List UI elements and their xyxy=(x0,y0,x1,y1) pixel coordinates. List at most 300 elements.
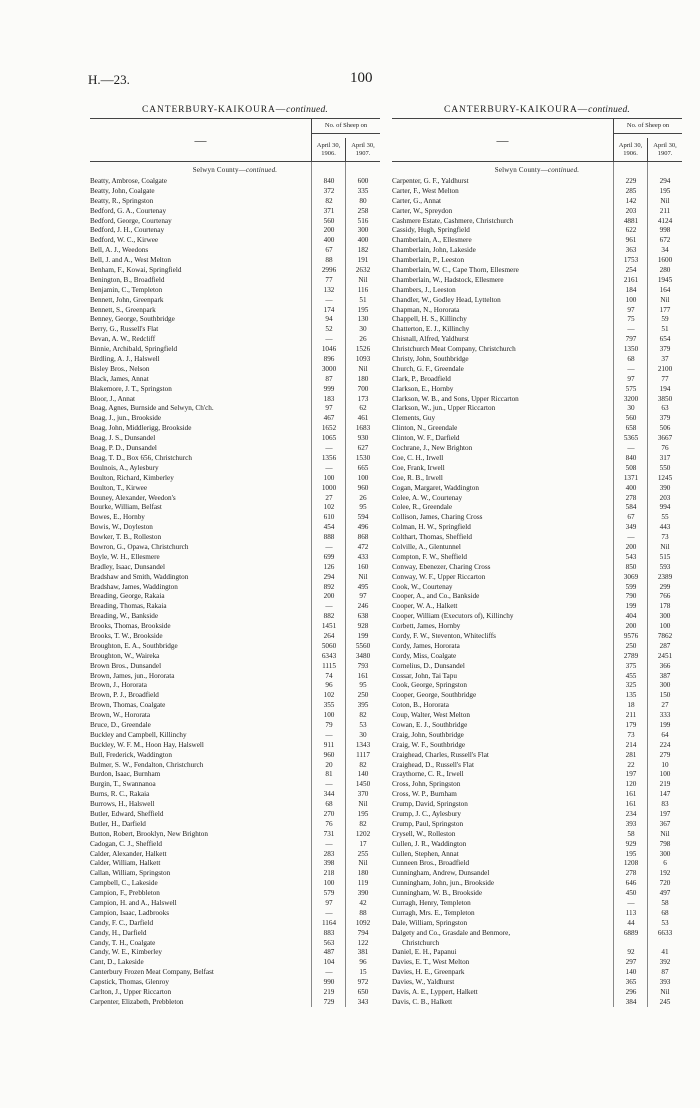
sheep-1906: 203 xyxy=(625,206,637,215)
sheep-1906: 52 xyxy=(325,325,333,334)
table-row xyxy=(90,690,380,700)
owner-name: Cunningham, Andrew, Dunsandel xyxy=(392,869,490,878)
owner-name: Boulnois, A., Aylesbury xyxy=(90,463,159,472)
owner-name: Canterbury Frozen Meat Company, Belfast xyxy=(90,968,214,977)
owner-name: Conway, Ebenezer, Charing Cross xyxy=(392,562,491,571)
sheep-1906: 229 xyxy=(625,177,637,185)
owner-name: Cook, George, Springston xyxy=(392,681,467,690)
table-row xyxy=(392,829,682,839)
owner-name: Cordy, Miss, Coalgate xyxy=(392,651,457,660)
table-row xyxy=(90,819,380,829)
sheep-1906: 161 xyxy=(625,790,637,799)
table-row xyxy=(90,680,380,690)
table-row xyxy=(90,740,380,750)
table-row xyxy=(90,255,380,265)
owner-name: Cunningham, W. B., Brookside xyxy=(392,889,483,898)
table-row xyxy=(392,582,682,592)
sheep-1907: 42 xyxy=(359,899,367,908)
table-row xyxy=(392,255,682,265)
owner-name: Cadogan, C. J., Sheffield xyxy=(90,839,162,848)
sheep-1907: 211 xyxy=(659,206,671,215)
sheep-1906: 140 xyxy=(625,968,637,977)
sheep-1907: 379 xyxy=(659,414,671,423)
table-row xyxy=(392,295,682,305)
table-row xyxy=(90,275,380,285)
owner-name: Bennett, John, Greenpark xyxy=(90,295,164,304)
sheep-1906: — xyxy=(325,335,333,344)
owner-name: Cashmere Estate, Cashmere, Christchurch xyxy=(392,216,514,225)
sheep-1906: 285 xyxy=(625,186,637,195)
sheep-1907: 160 xyxy=(357,562,369,571)
table-row xyxy=(392,562,682,572)
owner-name: Clark, P., Broadfield xyxy=(392,374,451,383)
owner-name: Carter, W., Spreydon xyxy=(392,206,453,215)
owner-name: Davies, E. T., West Melton xyxy=(392,958,470,967)
table-row xyxy=(392,710,682,720)
sheep-1907: 37 xyxy=(661,355,669,364)
sheep-1907: 30 xyxy=(359,325,367,334)
table-row xyxy=(392,779,682,789)
table-row xyxy=(90,700,380,710)
table-row xyxy=(392,809,682,819)
sheep-1906: 104 xyxy=(323,958,335,967)
table-row xyxy=(392,769,682,779)
sheep-1906: 219 xyxy=(323,988,335,997)
owner-name: Bedford, George, Courtenay xyxy=(90,216,172,225)
sheep-1906: 1356 xyxy=(321,453,337,462)
table-row xyxy=(90,938,380,948)
table-row xyxy=(392,997,682,1007)
right-table-body xyxy=(392,162,682,1007)
sheep-1906: 599 xyxy=(625,582,637,591)
sheep-1907: 4124 xyxy=(657,216,673,225)
name-column-header: — xyxy=(392,119,614,161)
table-row xyxy=(90,710,380,720)
table-row xyxy=(90,562,380,572)
owner-name: Bisley Bros., Nelson xyxy=(90,364,150,373)
table-row xyxy=(90,473,380,483)
sheep-1906: 1208 xyxy=(623,859,639,868)
owner-name: Chappell, H. S., Killinchy xyxy=(392,315,467,324)
sheep-1906: 297 xyxy=(625,958,637,967)
sheep-1907: 1343 xyxy=(355,740,371,749)
sheep-1906: 30 xyxy=(627,404,635,413)
sheep-1906: 563 xyxy=(323,938,335,947)
sheep-1906: 211 xyxy=(625,711,637,720)
owner-name: Chandler, W., Godley Head, Lyttelton xyxy=(392,295,501,304)
owner-name: Clements, Guy xyxy=(392,414,436,423)
table-row xyxy=(90,591,380,601)
sheep-1907: 30 xyxy=(359,730,367,739)
table-row xyxy=(90,631,380,641)
table-row xyxy=(90,918,380,928)
table-row xyxy=(392,868,682,878)
sheep-1907: 461 xyxy=(357,414,369,423)
sheep-1906: 2161 xyxy=(623,275,639,284)
sheep-1907: 195 xyxy=(357,305,369,314)
table-row xyxy=(392,631,682,641)
table-row xyxy=(90,374,380,384)
sheep-1907: Nil xyxy=(358,859,368,868)
table-row xyxy=(392,473,682,483)
owner-name: Craythorne, C. R., Irwell xyxy=(392,770,464,779)
sheep-1907: 27 xyxy=(661,701,669,710)
sheep-1907: 194 xyxy=(659,384,671,393)
owner-name: Craighead, Charles, Russell's Flat xyxy=(392,750,489,759)
sheep-1907: 3850 xyxy=(657,394,673,403)
table-row xyxy=(392,552,682,562)
sheep-1907: 3667 xyxy=(657,434,673,443)
owner-name: Bennett, S., Greenpark xyxy=(90,305,156,314)
table-row xyxy=(392,423,682,433)
sheep-1906: 1350 xyxy=(623,345,639,354)
sheep-1906: 1652 xyxy=(321,424,337,433)
owner-name: Burgin, T., Swannanoa xyxy=(90,780,156,789)
table-row xyxy=(90,502,380,512)
sheep-1906: 892 xyxy=(323,582,335,591)
owner-name: Coe, C. H., Irwell xyxy=(392,453,444,462)
sheep-1906: 610 xyxy=(323,513,335,522)
table-row xyxy=(90,967,380,977)
table-row xyxy=(392,285,682,295)
sheep-1906: 250 xyxy=(625,641,637,650)
table-row xyxy=(392,967,682,977)
sheep-1907: 255 xyxy=(357,849,369,858)
sheep-1906: 214 xyxy=(625,740,637,749)
sheep-1907: 720 xyxy=(659,879,671,888)
right-column-title: CANTERBURY-KAIKOURA—continued. xyxy=(444,105,630,115)
sheep-1906: 363 xyxy=(625,246,637,255)
table-row xyxy=(90,206,380,216)
sheep-1907: 798 xyxy=(659,839,671,848)
table-row xyxy=(90,829,380,839)
table-row xyxy=(392,453,682,463)
sheep-1907 xyxy=(648,938,682,948)
table-row xyxy=(90,384,380,394)
owner-name: Benney, George, Southbridge xyxy=(90,315,175,324)
table-row xyxy=(90,552,380,562)
owner-name: Cordy, James, Hororata xyxy=(392,641,460,650)
sheep-1907: 203 xyxy=(659,493,671,502)
sheep-1907: 495 xyxy=(357,582,369,591)
owner-name: Crump, Paul, Springston xyxy=(392,819,464,828)
sheep-1907: 1600 xyxy=(657,256,673,265)
owner-name: Button, Robert, Brooklyn, New Brighton xyxy=(90,829,208,838)
table-row xyxy=(392,740,682,750)
sheep-1907: 95 xyxy=(359,503,367,512)
sheep-1906: 658 xyxy=(625,424,637,433)
table-row xyxy=(90,572,380,582)
table-row xyxy=(90,225,380,235)
sheep-1907: 122 xyxy=(357,938,369,947)
sheep-1906: 97 xyxy=(325,404,333,413)
table-row xyxy=(392,908,682,918)
owner-name: Brown, J., Hororata xyxy=(90,681,147,690)
sheep-1906: 5365 xyxy=(623,434,639,443)
owner-name: Corbett, James, Hornby xyxy=(392,622,461,631)
sheep-1906: 281 xyxy=(625,750,637,759)
sheep-1907: 55 xyxy=(661,513,669,522)
sheep-1906: 58 xyxy=(627,829,635,838)
sheep-1906: 400 xyxy=(323,236,335,245)
owner-name: Calder, Alexander, Halkett xyxy=(90,849,167,858)
table-row xyxy=(90,532,380,542)
sheep-1906: 20 xyxy=(325,760,333,769)
sheep-1906: — xyxy=(627,444,635,453)
owner-name: Craig, W. F., Southbridge xyxy=(392,740,466,749)
owner-name: Boulton, T., Kirwee xyxy=(90,483,148,492)
sheep-1907: 199 xyxy=(659,720,671,729)
table-row xyxy=(90,868,380,878)
sheep-1907: 87 xyxy=(661,968,669,977)
table-row xyxy=(90,661,380,671)
sheep-1906: — xyxy=(325,463,333,472)
table-row xyxy=(90,651,380,661)
sheep-1906: 1164 xyxy=(321,918,337,927)
table-row xyxy=(392,680,682,690)
table-row xyxy=(392,433,682,443)
table-row xyxy=(392,819,682,829)
sheep-1907: 53 xyxy=(661,918,669,927)
owner-name: Cordy, F. W., Steventon, Whitecliffs xyxy=(392,631,496,640)
table-row xyxy=(90,542,380,552)
table-row xyxy=(392,799,682,809)
sheep-1906: 96 xyxy=(325,681,333,690)
sheep-1906: 729 xyxy=(323,997,335,1006)
table-row xyxy=(90,394,380,404)
sheep-1907: 150 xyxy=(659,691,671,700)
table-row xyxy=(90,413,380,423)
sheep-1906: 1451 xyxy=(321,622,337,631)
sheep-1906: 487 xyxy=(323,948,335,957)
sheep-1907: 73 xyxy=(661,533,669,542)
owner-name: Carpenter, Elizabeth, Prebbleton xyxy=(90,997,184,1006)
owner-name: Bowes, E., Hornby xyxy=(90,513,145,522)
sheep-1907: 654 xyxy=(659,335,671,344)
sheep-1906: 3069 xyxy=(623,572,639,581)
sheep-1907: 83 xyxy=(661,800,669,809)
table-row xyxy=(90,641,380,651)
table-row xyxy=(392,443,682,453)
owner-name: Chisnall, Alfred, Yaldhurst xyxy=(392,335,469,344)
sheep-1906: 543 xyxy=(625,552,637,561)
table-row xyxy=(392,661,682,671)
owner-name: Chamberlain, John, Lakeside xyxy=(392,246,476,255)
sheep-1907: 140 xyxy=(357,770,369,779)
owner-name: Bulmer, S. W., Fendalton, Christchurch xyxy=(90,760,204,769)
sheep-1907: 928 xyxy=(357,622,369,631)
sheep-1906: 646 xyxy=(625,879,637,888)
owner-name: Clinton, N., Greendale xyxy=(392,424,458,433)
owner-name: Bowron, G., Opawa, Christchurch xyxy=(90,542,189,551)
sheep-1906: 372 xyxy=(323,186,335,195)
sheep-1907: 1683 xyxy=(355,424,371,433)
table-row xyxy=(90,305,380,315)
sheep-1907: 497 xyxy=(659,889,671,898)
owner-name: Craig, John, Southbridge xyxy=(392,730,464,739)
sheep-1907: 1526 xyxy=(355,345,371,354)
owner-name: Bull, Frederick, Waddington xyxy=(90,750,172,759)
table-row xyxy=(90,957,380,967)
owner-name: Coup, Walter, West Melton xyxy=(392,711,470,720)
owner-name: Crump, David, Springston xyxy=(392,800,468,809)
owner-name: Colman, H. W., Springfield xyxy=(392,523,471,532)
owner-name: Beatty, Ambrose, Coalgate xyxy=(90,177,167,185)
sheep-1906: 113 xyxy=(625,908,637,917)
table-row xyxy=(90,858,380,868)
table-row xyxy=(392,898,682,908)
table-row xyxy=(392,512,682,522)
sheep-1907: 5560 xyxy=(355,641,371,650)
owner-name: Cooper, William (Executors of), Killinchy xyxy=(392,612,514,621)
sheep-1907: 472 xyxy=(357,542,369,551)
sheep-1906: 67 xyxy=(325,246,333,255)
table-row xyxy=(392,641,682,651)
sheep-1907: 367 xyxy=(659,819,671,828)
owner-name: Brooks, Thomas, Brookside xyxy=(90,622,171,631)
table-row xyxy=(90,423,380,433)
sheep-1906: 450 xyxy=(625,889,637,898)
owner-name: Chatterton, E. J., Killinchy xyxy=(392,325,470,334)
sheep-1906: — xyxy=(325,542,333,551)
owner-name: Broughton, W., Waireka xyxy=(90,651,160,660)
owner-name: Beatty, John, Coalgate xyxy=(90,186,155,195)
sheep-1906: 584 xyxy=(625,503,637,512)
table-row xyxy=(90,888,380,898)
table-row xyxy=(392,690,682,700)
sheep-1907: 34 xyxy=(661,246,669,255)
table-row xyxy=(392,176,682,186)
sheep-1906: 270 xyxy=(323,810,335,818)
owner-name: Butler, H., Darfield xyxy=(90,819,146,828)
sheep-1907: 2389 xyxy=(657,572,673,581)
sheep-1906: 120 xyxy=(625,780,637,789)
sheep-1907: 147 xyxy=(659,790,671,799)
table-row xyxy=(392,611,682,621)
owner-name: Clarkson, E., Hornby xyxy=(392,384,454,393)
owner-name: Davis, C. B., Halkett xyxy=(392,997,453,1006)
sheep-1907: 82 xyxy=(359,711,367,720)
owner-name: Cooper, W. A., Halkett xyxy=(392,602,458,611)
sheep-1906: 254 xyxy=(625,266,637,275)
sheep-1907: 794 xyxy=(357,928,369,937)
sheep-1907: 443 xyxy=(659,523,671,532)
table-row xyxy=(90,839,380,849)
table-row xyxy=(90,611,380,621)
sheep-1907: 700 xyxy=(357,384,369,393)
sheep-1907: 300 xyxy=(659,849,671,858)
owner-name: Callan, William, Springston xyxy=(90,869,171,878)
owner-name: Capstick, Thomas, Glenroy xyxy=(90,978,169,987)
table-row xyxy=(90,997,380,1007)
table-row xyxy=(90,601,380,611)
sheep-1906: 174 xyxy=(323,305,335,314)
sheep-1906: 18 xyxy=(627,701,635,710)
sheep-1906: 296 xyxy=(625,988,637,997)
owner-name: Colthart, Thomas, Sheffield xyxy=(392,533,472,542)
sheep-1907: 173 xyxy=(357,394,369,403)
table-row xyxy=(90,453,380,463)
owner-name: Brown, P. J., Broadfield xyxy=(90,691,159,700)
sheep-1907: 178 xyxy=(659,602,671,611)
owner-name: Butler, Edward, Sheffield xyxy=(90,810,164,818)
county-heading: Selwyn County—continued. xyxy=(192,166,278,174)
sheep-1906: 575 xyxy=(625,384,637,393)
sheep-1907: 1202 xyxy=(355,829,371,838)
sheep-1906: 850 xyxy=(625,562,637,571)
table-row xyxy=(90,947,380,957)
owner-name: Chamberlain, A., Ellesmere xyxy=(392,236,472,245)
sheep-1906: 882 xyxy=(323,612,335,621)
table-row xyxy=(392,463,682,473)
sheep-1907: 594 xyxy=(357,513,369,522)
table-row xyxy=(90,730,380,740)
table-row xyxy=(392,987,682,997)
table-row xyxy=(90,176,380,186)
owner-name: Compton, F. W., Sheffield xyxy=(392,552,467,561)
table-row xyxy=(90,463,380,473)
sheep-1907: 300 xyxy=(357,226,369,235)
table-row xyxy=(392,305,682,315)
table-row xyxy=(392,354,682,364)
sheep-1906: 200 xyxy=(625,622,637,631)
sheep-1906: 67 xyxy=(627,513,635,522)
owner-name: Christchurch Meat Company, Christchurch xyxy=(392,345,516,354)
sheep-1907: 76 xyxy=(661,444,669,453)
sheep-1906: 77 xyxy=(325,275,333,284)
table-row xyxy=(392,858,682,868)
sheep-1907: 26 xyxy=(359,335,367,344)
owner-name: Berry, G., Russell's Flat xyxy=(90,325,159,334)
table-row xyxy=(90,433,380,443)
owner-name: Boag, T. D., Box 656, Christchurch xyxy=(90,453,192,462)
sheep-1907: 300 xyxy=(659,612,671,621)
table-row xyxy=(392,374,682,384)
table-row xyxy=(392,394,682,404)
table-row xyxy=(90,265,380,275)
sheep-1906: 126 xyxy=(323,562,335,571)
sheep-1906: 9576 xyxy=(623,631,639,640)
sheep-1906: 76 xyxy=(325,819,333,828)
owner-name: Colee, A. W., Courtenay xyxy=(392,493,463,502)
owner-name: Chambers, J., Leeston xyxy=(392,285,456,294)
sheep-1906: 1371 xyxy=(623,473,639,482)
owner-name: Bowker, T. B., Rolleston xyxy=(90,533,162,542)
right-table-rows xyxy=(392,176,682,1007)
sheep-1906: 384 xyxy=(625,997,637,1006)
sheep-1906: 102 xyxy=(323,503,335,512)
owner-name: Cowan, E. J., Southbridge xyxy=(392,720,468,729)
sheep-1907: 195 xyxy=(357,810,369,818)
owner-name: Benham, F., Kowai, Springfield xyxy=(90,266,182,275)
table-row xyxy=(90,443,380,453)
sheep-1907: 119 xyxy=(357,879,369,888)
sheep-1907: 64 xyxy=(661,730,669,739)
sheep-1907: 192 xyxy=(659,869,671,878)
sheep-1906: 371 xyxy=(323,206,335,215)
sheep-1906: 375 xyxy=(625,661,637,670)
table-row xyxy=(90,493,380,503)
table-row xyxy=(392,502,682,512)
sheep-1906: 102 xyxy=(323,691,335,700)
table-row xyxy=(90,908,380,918)
table-row xyxy=(90,285,380,295)
sheep-1907: 59 xyxy=(661,315,669,324)
owner-name: Burdon, Isaac, Burnham xyxy=(90,770,161,779)
owner-name: Davies, W., Yaldhurst xyxy=(392,978,455,987)
sheep-1907: 246 xyxy=(357,602,369,611)
sheep-1906: 218 xyxy=(323,869,335,878)
